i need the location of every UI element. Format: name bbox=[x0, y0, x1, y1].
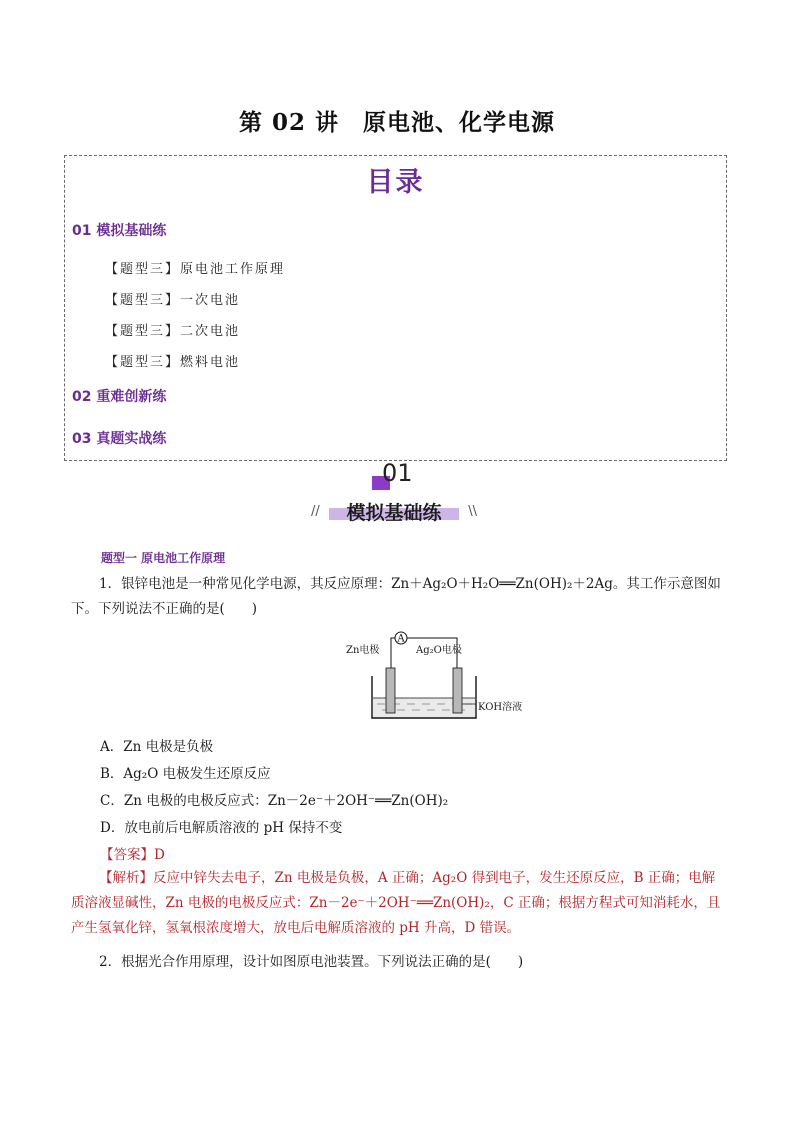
toc-section-1[interactable]: 01 模拟基础练 bbox=[72, 223, 167, 239]
answer-line bbox=[100, 843, 165, 863]
zn-electrode-label: Zn电极 bbox=[346, 645, 380, 656]
option-d: D．放电前后电解质溶液的 pH 保持不变 bbox=[100, 820, 343, 836]
option-b: B．Ag₂O 电极发生还原反应 bbox=[100, 766, 271, 782]
document-title: 第 02 讲 原电池、化学电源 bbox=[238, 109, 556, 136]
toc-subitem[interactable]: 【题型三】二次电池 bbox=[105, 324, 241, 339]
analysis-line: 产生氢氧化锌，氢氧根浓度增大，放电后电解质溶液的 pH 升高，D 错误。 bbox=[71, 920, 521, 936]
analysis-text: 反应中锌失去电子，Zn 电极是负极，A 正确；Ag₂O 得到电子，发生还原反应，B 正确；电解 bbox=[153, 870, 716, 886]
analysis-line bbox=[71, 866, 726, 891]
question-1-line: 1．银锌电池是一种常见化学电源，其反应原理：Zn＋Ag₂O＋H₂O══Zn(OH)₂＋2Ag。其工作示意图如 bbox=[99, 576, 721, 592]
ag2o-electrode-label: Ag₂O电极 bbox=[416, 645, 462, 656]
toc-subitem[interactable]: 【题型三】燃料电池 bbox=[105, 355, 241, 370]
answer-value: D bbox=[154, 847, 165, 863]
toc-subitem[interactable]: 【题型三】原电池工作原理 bbox=[105, 262, 286, 277]
analysis-label: 【解析】 bbox=[99, 870, 153, 886]
table-of-contents bbox=[64, 155, 727, 461]
section-number bbox=[372, 459, 422, 492]
option-c: C．Zn 电极的电极反应式：Zn－2e⁻＋2OH⁻══Zn(OH)₂ bbox=[100, 793, 449, 809]
option-a: A．Zn 电极是负极 bbox=[100, 739, 214, 755]
toc-section-3[interactable]: 03 真题实战练 bbox=[72, 431, 167, 447]
right-slash-mark: \\ bbox=[468, 504, 477, 519]
toc-subitem[interactable]: 【题型三】一次电池 bbox=[105, 293, 241, 308]
question-1-stem bbox=[71, 572, 726, 622]
ammeter-label: A bbox=[397, 633, 405, 645]
section-banner bbox=[311, 498, 477, 524]
analysis-line: 质溶液显碱性，Zn 电极的电极反应式：Zn－2e⁻＋2OH⁻══Zn(OH)₂，C 正确；根据方程式可知消耗水，且 bbox=[71, 895, 721, 911]
question-type-heading: 题型一 原电池工作原理 bbox=[101, 551, 226, 565]
answer-label: 【答案】 bbox=[100, 847, 154, 863]
left-slash-mark: // bbox=[311, 504, 320, 519]
koh-solution-label: KOH溶液 bbox=[478, 702, 523, 713]
toc-section-2[interactable]: 02 重难创新练 bbox=[72, 389, 167, 405]
section-title: 模拟基础练 bbox=[346, 502, 442, 524]
section-number-text: 01 bbox=[382, 459, 413, 487]
toc-heading: 目录 bbox=[366, 167, 425, 198]
question-2-line: 2．根据光合作用原理，设计如图原电池装置。下列说法正确的是( ) bbox=[99, 954, 524, 970]
analysis bbox=[71, 866, 726, 941]
question-1-line: 下。下列说法不正确的是( ) bbox=[71, 601, 258, 617]
question-2-stem bbox=[71, 950, 726, 975]
